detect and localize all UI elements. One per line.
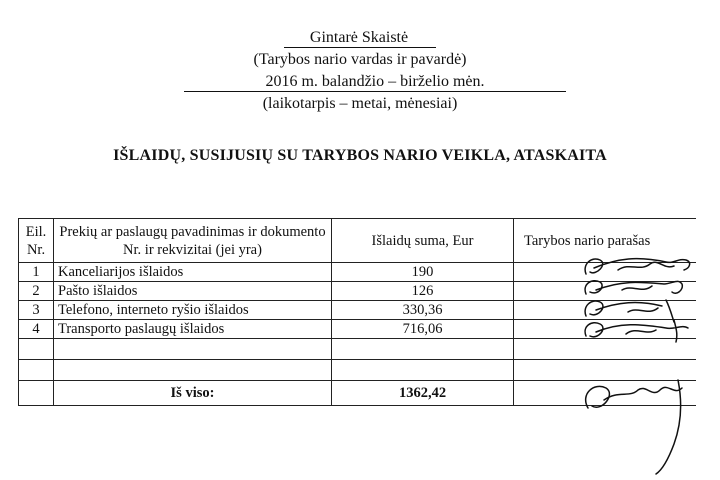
row-number: 2 bbox=[19, 282, 54, 301]
row-item: Telefono, interneto ryšio išlaidos bbox=[54, 301, 332, 320]
signature-row-3 bbox=[585, 300, 674, 322]
signature-row-1 bbox=[585, 259, 690, 274]
row-number: 4 bbox=[19, 320, 54, 339]
row-item: Transporto paslaugų išlaidos bbox=[54, 320, 332, 339]
signature-total bbox=[586, 380, 682, 474]
handwritten-signatures bbox=[578, 250, 720, 478]
header-no: Eil. Nr. bbox=[19, 219, 54, 263]
row-item: Kanceliarijos išlaidos bbox=[54, 263, 332, 282]
header-item: Prekių ar paslaugų pavadinimas ir dokumento Nr. ir rekvizitai (jei yra) bbox=[54, 219, 332, 263]
empty-cell bbox=[19, 339, 54, 360]
period-caption: (laikotarpis – metai, mėnesiai) bbox=[262, 95, 458, 112]
empty-cell bbox=[19, 381, 54, 406]
signature-row-4 bbox=[585, 320, 688, 342]
row-amount: 330,36 bbox=[332, 301, 514, 320]
header-signature: Tarybos nario parašas bbox=[514, 219, 696, 263]
period-line bbox=[0, 72, 720, 92]
row-amount: 716,06 bbox=[332, 320, 514, 339]
member-name-caption: (Tarybos nario vardas ir pavardė) bbox=[253, 51, 467, 68]
row-item: Pašto išlaidos bbox=[54, 282, 332, 301]
empty-cell bbox=[332, 360, 514, 381]
document-title: IŠLAIDŲ, SUSIJUSIŲ SU TARYBOS NARIO VEIKLA, ATASKAITA bbox=[113, 147, 607, 164]
row-amount: 126 bbox=[332, 282, 514, 301]
empty-cell bbox=[54, 339, 332, 360]
member-name: Gintarė Skaistė bbox=[284, 29, 436, 48]
row-number: 3 bbox=[19, 301, 54, 320]
signature-row-2 bbox=[585, 281, 682, 294]
header-amount: Išlaidų suma, Eur bbox=[332, 219, 514, 263]
report-period: 2016 m. balandžio – birželio mėn. bbox=[184, 73, 566, 92]
total-label: Iš viso: bbox=[54, 381, 332, 406]
row-amount: 190 bbox=[332, 263, 514, 282]
member-name-line bbox=[0, 28, 720, 48]
empty-cell bbox=[19, 360, 54, 381]
empty-cell bbox=[332, 339, 514, 360]
empty-cell bbox=[54, 360, 332, 381]
row-number: 1 bbox=[19, 263, 54, 282]
total-amount: 1362,42 bbox=[332, 381, 514, 406]
